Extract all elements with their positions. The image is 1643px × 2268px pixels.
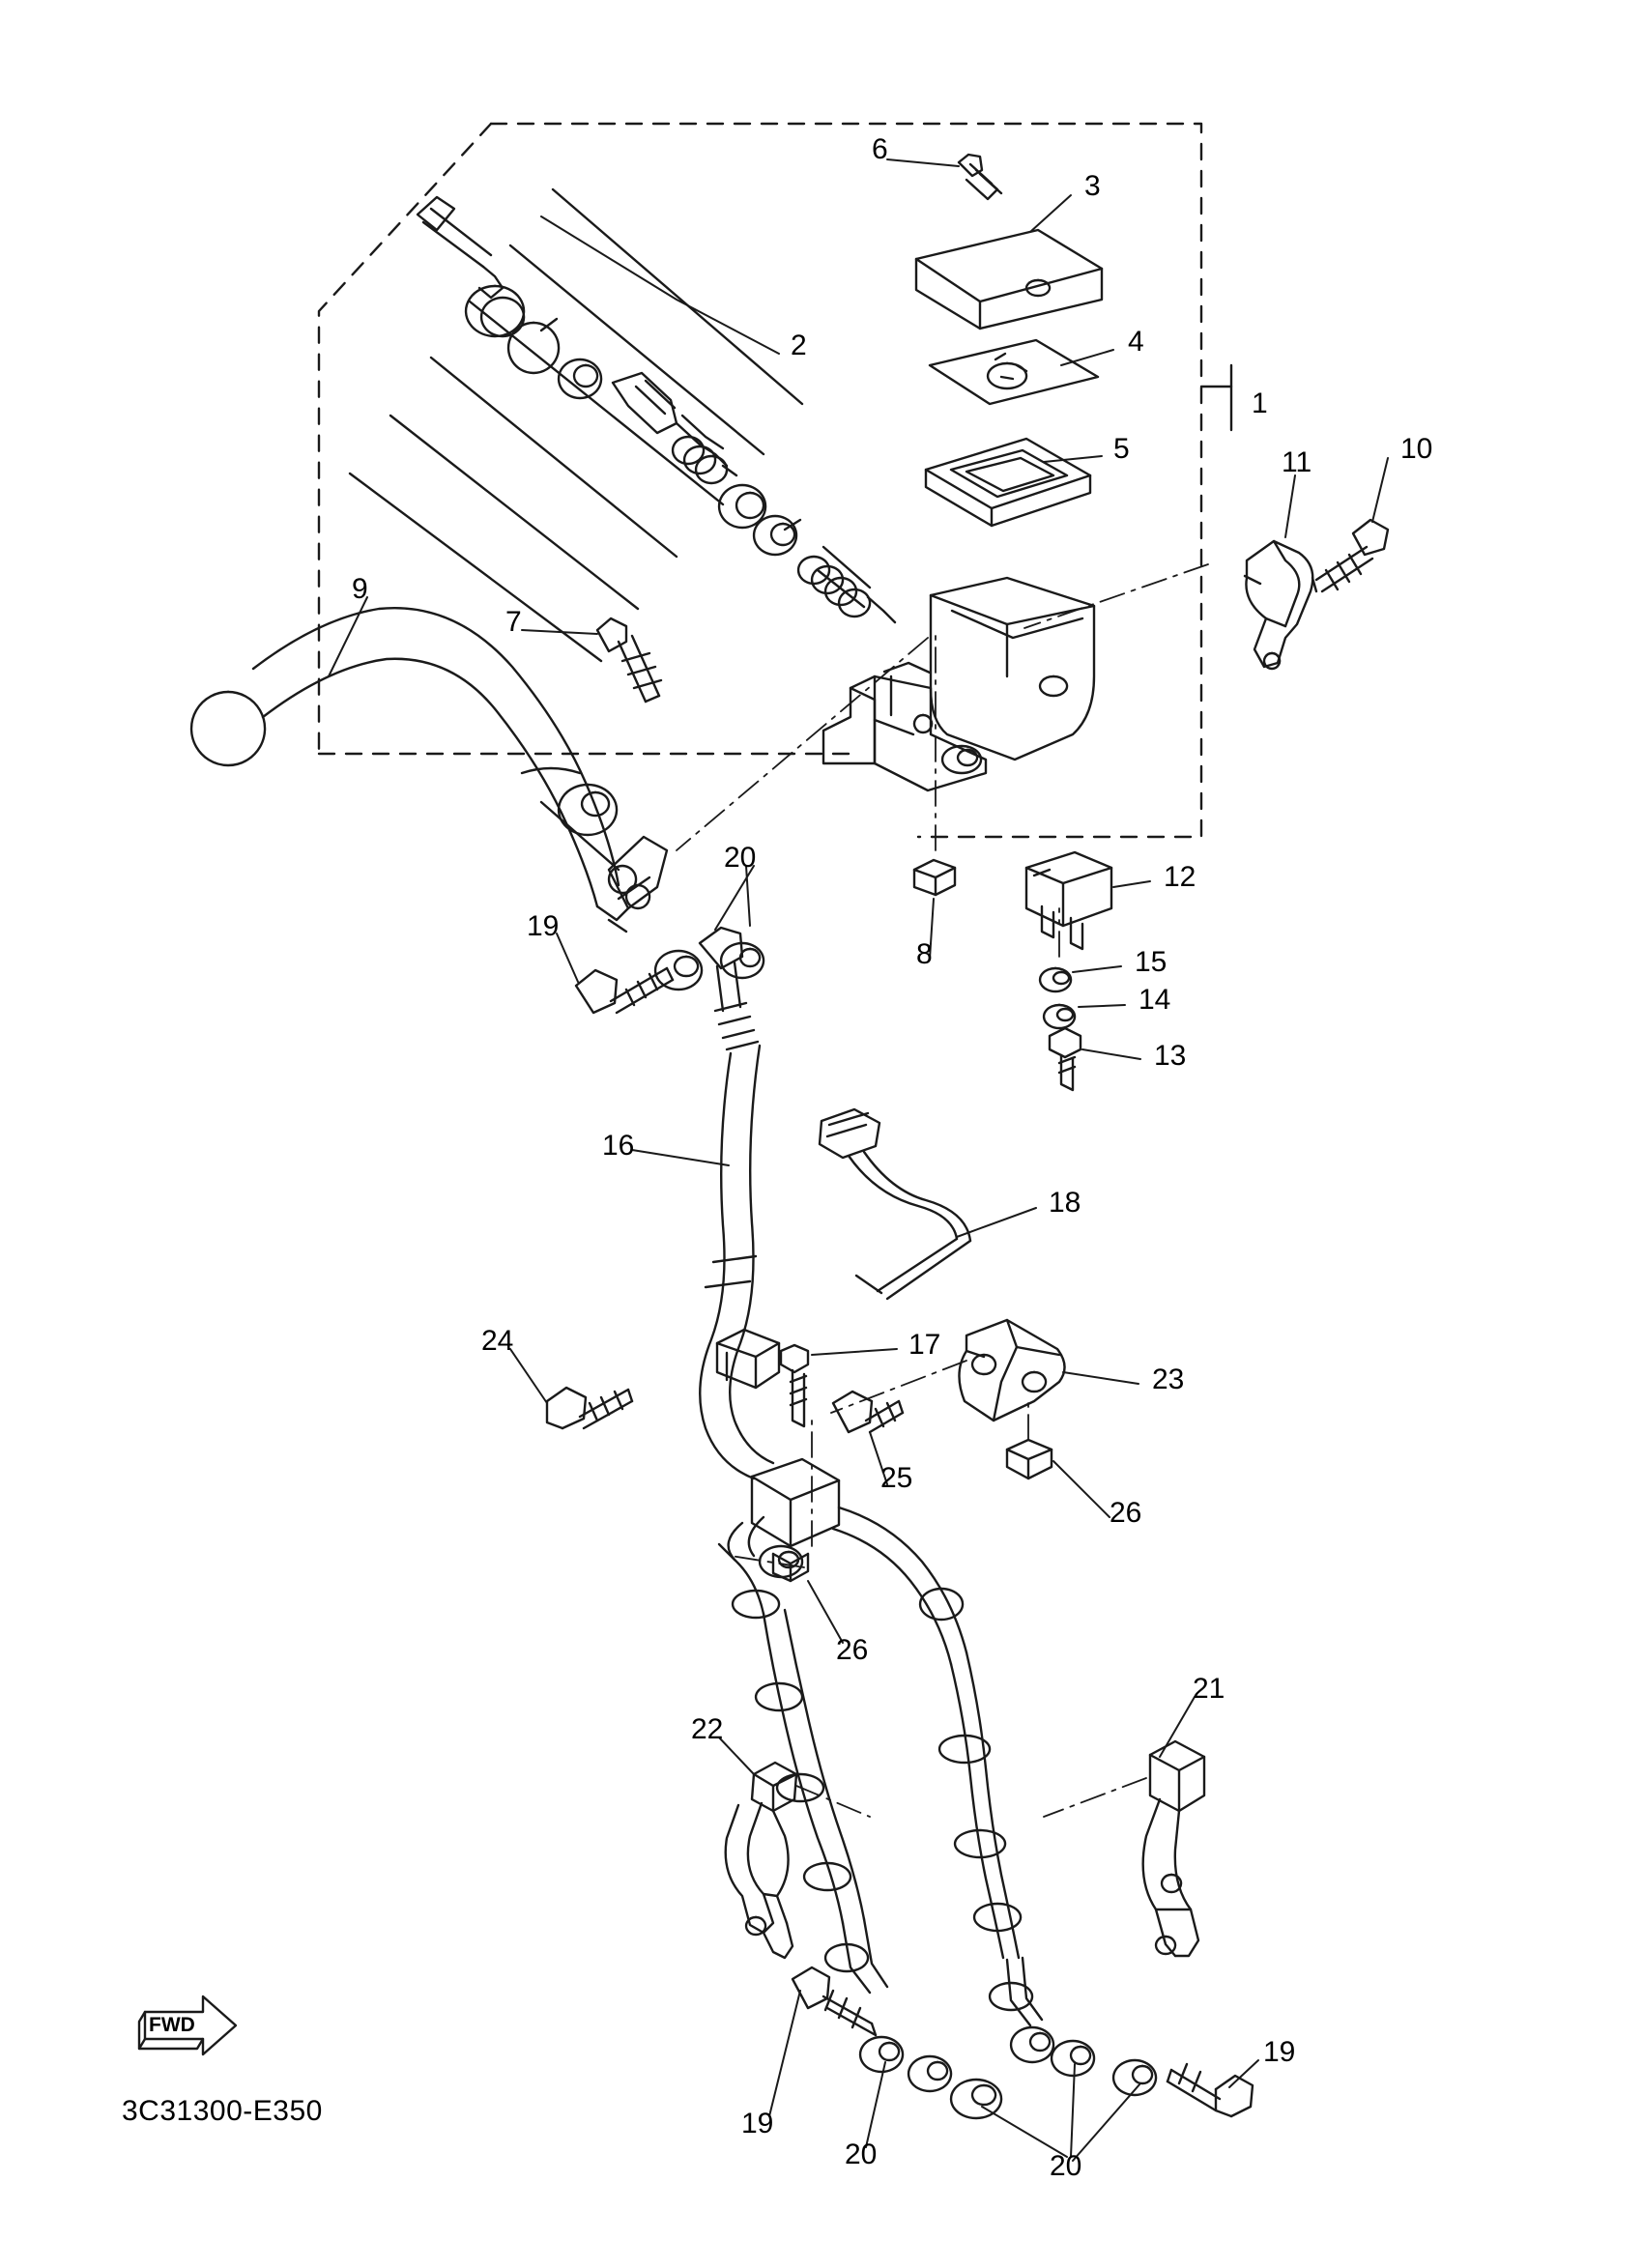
callout-18: 18 [1049, 1187, 1081, 1219]
callout-26-center: 26 [836, 1634, 869, 1666]
callout-14: 14 [1139, 984, 1171, 1016]
callout-9: 9 [352, 573, 368, 605]
callout-10: 10 [1400, 433, 1433, 465]
diagram-code: 3C31300-E350 [122, 2095, 323, 2127]
callout-15: 15 [1135, 946, 1167, 978]
callout-24: 24 [481, 1325, 514, 1357]
fwd-arrow-label: FWD [149, 2014, 195, 2036]
callout-26-right: 26 [1110, 1497, 1142, 1529]
callout-6: 6 [872, 133, 888, 165]
callout-20-upper: 20 [724, 842, 757, 874]
callout-16: 16 [602, 1130, 635, 1162]
callout-20-lower-left: 20 [845, 2139, 878, 2170]
callout-22: 22 [691, 1713, 724, 1745]
callout-19-upper: 19 [527, 910, 560, 942]
callout-25: 25 [880, 1462, 913, 1494]
callout-3: 3 [1084, 170, 1101, 202]
callout-19-lower-right: 19 [1263, 2036, 1296, 2068]
callout-21: 21 [1193, 1673, 1225, 1705]
callout-1: 1 [1252, 388, 1268, 419]
callout-19-lower-left: 19 [741, 2108, 774, 2139]
callout-2: 2 [791, 330, 807, 361]
callout-11: 11 [1282, 446, 1312, 478]
callout-17: 17 [908, 1329, 941, 1361]
callout-5: 5 [1113, 433, 1130, 465]
callout-4: 4 [1128, 326, 1144, 358]
callout-23: 23 [1152, 1364, 1185, 1395]
callout-8: 8 [916, 938, 933, 970]
callout-13: 13 [1154, 1040, 1187, 1072]
callout-20-lower-center: 20 [1050, 2150, 1082, 2182]
callout-12: 12 [1164, 861, 1196, 893]
callout-7: 7 [505, 606, 522, 638]
